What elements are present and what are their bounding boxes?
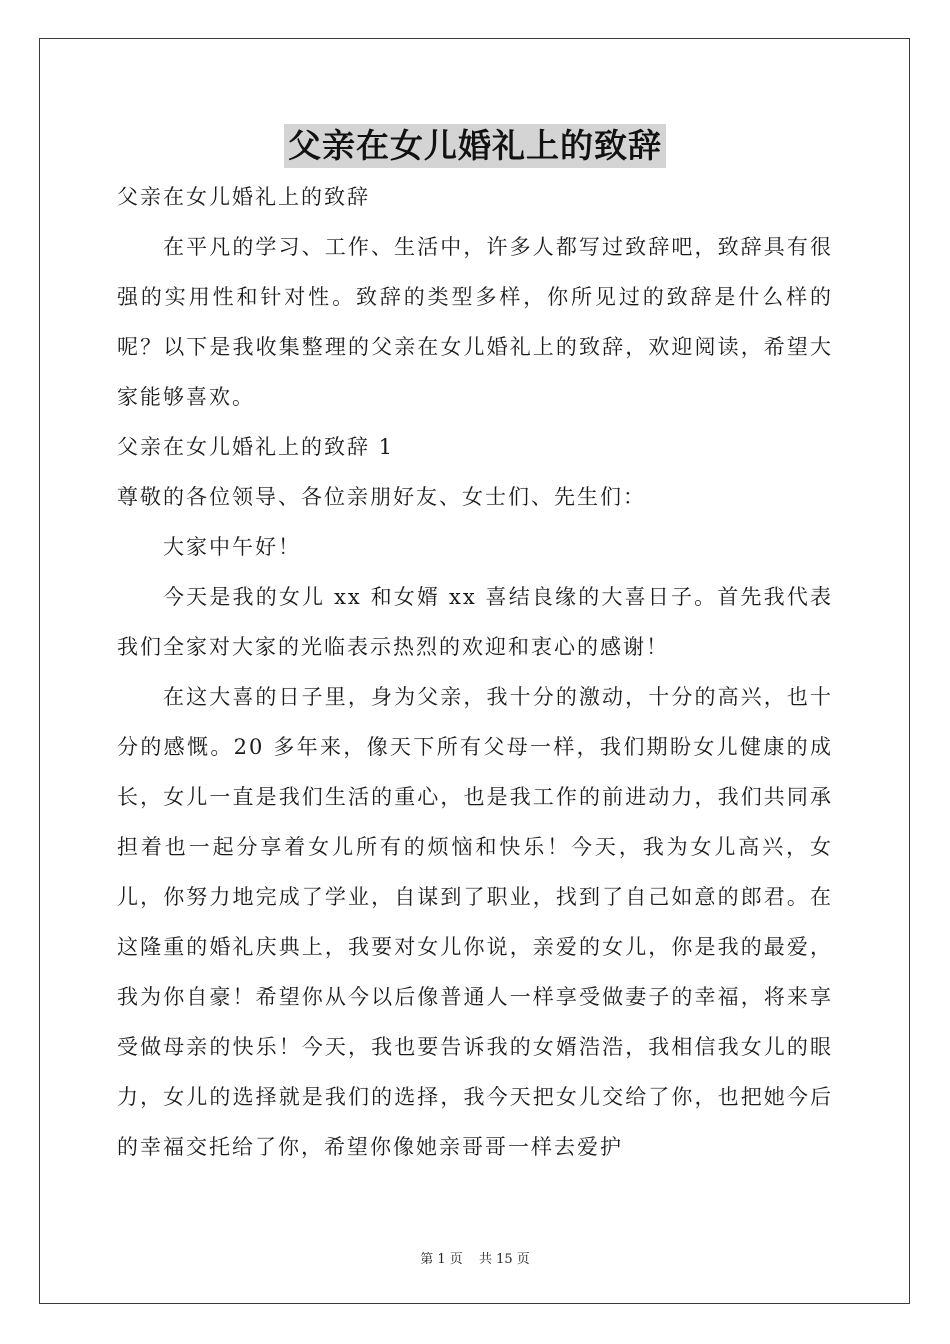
page-footer — [0, 1248, 950, 1267]
paragraph-heading: 父亲在女儿婚礼上的致辞 — [117, 185, 370, 209]
page-number: 第 1 页 — [420, 1252, 463, 1267]
paragraph-welcome: 今天是我的女儿 xx 和女婿 xx 喜结良缘的大喜日子。首先我代表我们全家对大家的光临表示热烈的欢迎和衷心的感谢！ — [117, 585, 833, 659]
paragraph-salutation: 尊敬的各位领导、各位亲朋好友、女士们、先生们： — [117, 485, 646, 509]
document-title: 父亲在女儿婚礼上的致辞 — [284, 124, 666, 168]
paragraph-main: 在这大喜的日子里，身为父亲，我十分的激动，十分的高兴，也十分的感慨。20 多年来，像天下所有父母一样，我们期盼女儿健康的成长，女儿一直是我们生活的重心，也是我工作的前进动力，我们共同承担着也一起分享着女儿所有的烦恼和快乐！今天，我为女儿高兴，女儿，你努力地完成了学业，自谋到了职业，找到了自己如意的郎君。在这隆重的婚礼庆典上，我要对女儿你说，亲爱的女儿，你是我的最爱，我为你自豪！希望你从今以后像普通人一样享受做妻子的幸福，将来享受做母亲的快乐！今天，我也要告诉我的女婿浩浩，我相信我女儿的眼力，女儿的选择就是我们的选择，我今天把女儿交给了你，也把她今后的幸福交托给了你，希望你像她亲哥哥一样去爱护 — [117, 685, 833, 1159]
paragraph-greeting: 大家中午好！ — [163, 535, 301, 559]
title-container — [0, 124, 950, 168]
paragraph-section-title: 父亲在女儿婚礼上的致辞 1 — [117, 435, 395, 459]
document-body — [117, 172, 833, 1172]
paragraph-intro: 在平凡的学习、工作、生活中，许多人都写过致辞吧，致辞具有很强的实用性和针对性。致辞的类型多样，你所见过的致辞是什么样的呢？以下是我收集整理的父亲在女儿婚礼上的致辞，欢迎阅读，希望大家能够喜欢。 — [117, 235, 833, 409]
page-total: 共 15 页 — [478, 1252, 530, 1267]
